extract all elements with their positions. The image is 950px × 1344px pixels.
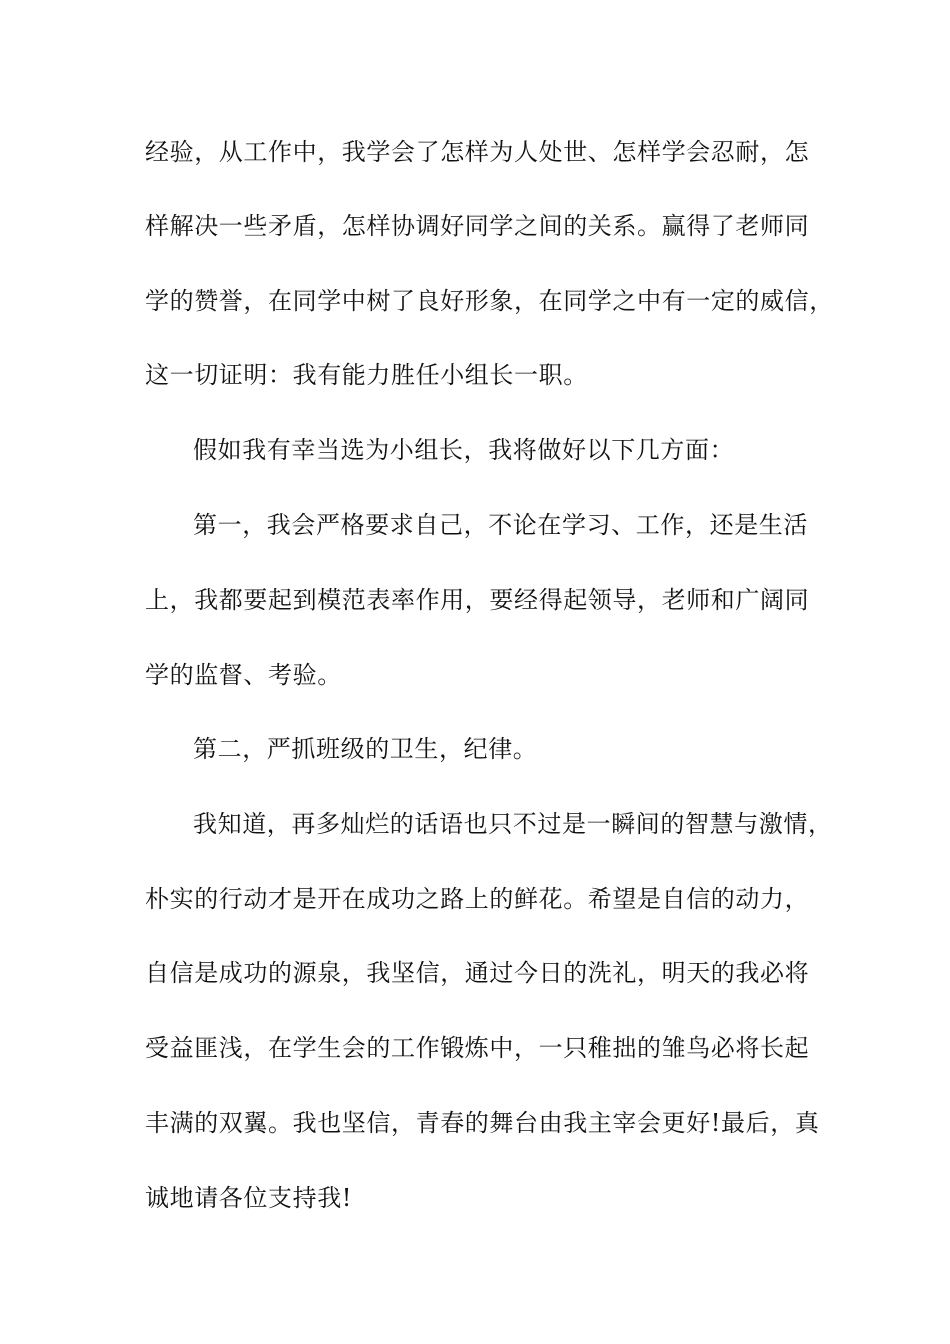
text-line: 诚地请各位支持我! bbox=[145, 1184, 353, 1212]
paragraph-start-line: 第一，我会严格要求自己，不论在学习、工作，还是生活 bbox=[193, 511, 808, 539]
paragraph-start-line: 假如我有幸当选为小组长，我将做好以下几方面： bbox=[193, 436, 735, 464]
text-line: 受益匪浅，在学生会的工作锻炼中，一只稚拙的雏鸟必将长起 bbox=[145, 1034, 810, 1062]
text-line: 自信是成功的源泉，我坚信，通过今日的洗礼，明天的我必将 bbox=[145, 959, 810, 987]
text-line: 上，我都要起到模范表率作用，要经得起领导，老师和广阔同 bbox=[145, 586, 810, 614]
text-line: 学的监督、考验。 bbox=[145, 661, 342, 689]
text-line: 朴实的行动才是开在成功之路上的鲜花。希望是自信的动力， bbox=[145, 885, 810, 913]
text-line: 学的赞誉，在同学中树了良好形象，在同学之中有一定的威信， bbox=[145, 287, 834, 315]
text-line: 经验，从工作中，我学会了怎样为人处世、怎样学会忍耐，怎 bbox=[145, 138, 810, 166]
text-line: 这一切证明：我有能力胜任小组长一职。 bbox=[145, 361, 588, 389]
paragraph-start-line: 第二，严抓班级的卫生，纪律。 bbox=[193, 735, 538, 763]
paragraph-start-line: 我知道，再多灿烂的话语也只不过是一瞬间的智慧与激情， bbox=[193, 810, 833, 838]
text-line: 样解决一些矛盾，怎样协调好同学之间的关系。赢得了老师同 bbox=[145, 212, 810, 240]
text-line: 丰满的双翼。我也坚信，青春的舞台由我主宰会更好!最后，真 bbox=[145, 1109, 820, 1137]
